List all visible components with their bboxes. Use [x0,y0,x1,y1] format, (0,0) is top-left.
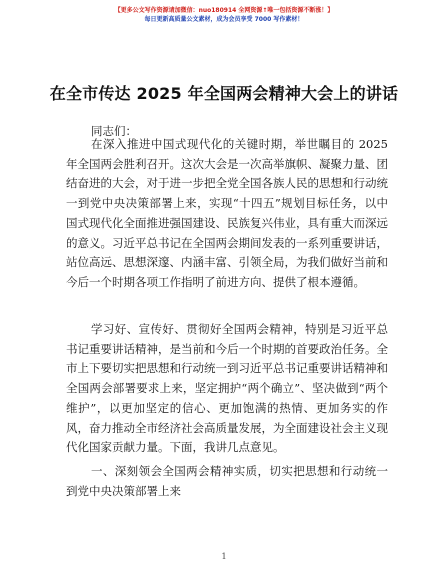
promo-banner-line1: 【更多公文写作资源请加微信：nuo180914 全网资源↑唯一包括资源不断涨！】 [114,7,334,14]
paragraph-1: 在深入推进中国式现代化的关键时期，举世瞩目的 2025 年全国两会胜利召开。这次大会是一次高举旗帜、凝聚力量、团结奋进的大会，对于进一步把全党全国各族人民的思想和行动统一到党中央决策部署上来，实现“十四五”规划目标任务，以中国式现代化全面推进强国建设、民族复兴伟业，具有重大而深远的意义。习近平总书记在全国两会期间发表的一系列重要讲话，站位高远、思想深邃、内涵丰富、引领全局，为我们做好当前和今后一个时期各项工作指明了前进方向、提供了根本遵循。 [66,137,388,289]
section-heading-1: 一、深刻领会全国两会精神实质，切实把思想和行动统一到党中央决策部署上来 [66,464,388,498]
promo-banner [0,6,448,24]
salutation: 同志们： [91,124,137,138]
document-title: 在全市传达 2025 年全国两会精神大会上的讲话 [49,84,399,103]
promo-banner-line2: 每日更新高质量公文素材，成为会员享受 7000 写作素材！ [144,16,304,23]
paragraph-2: 学习好、宣传好、贯彻好全国两会精神，特别是习近平总书记重要讲话精神，是当前和今后一个时期的首要政治任务。全市上下要切实把思想和行动统一到习近平总书记重要讲话精神和全国两会部署要求上来，坚定拥护“两个确立”、坚决做到“两个维护”，以更加坚定的信心、更加饱满的热情、更加务实的作风，奋力推动全市经济社会高质量发展，为全面建设社会主义现代化国家贡献力量。下面，我讲几点意见。 [66,322,388,455]
page-number: 1 [221,552,227,561]
